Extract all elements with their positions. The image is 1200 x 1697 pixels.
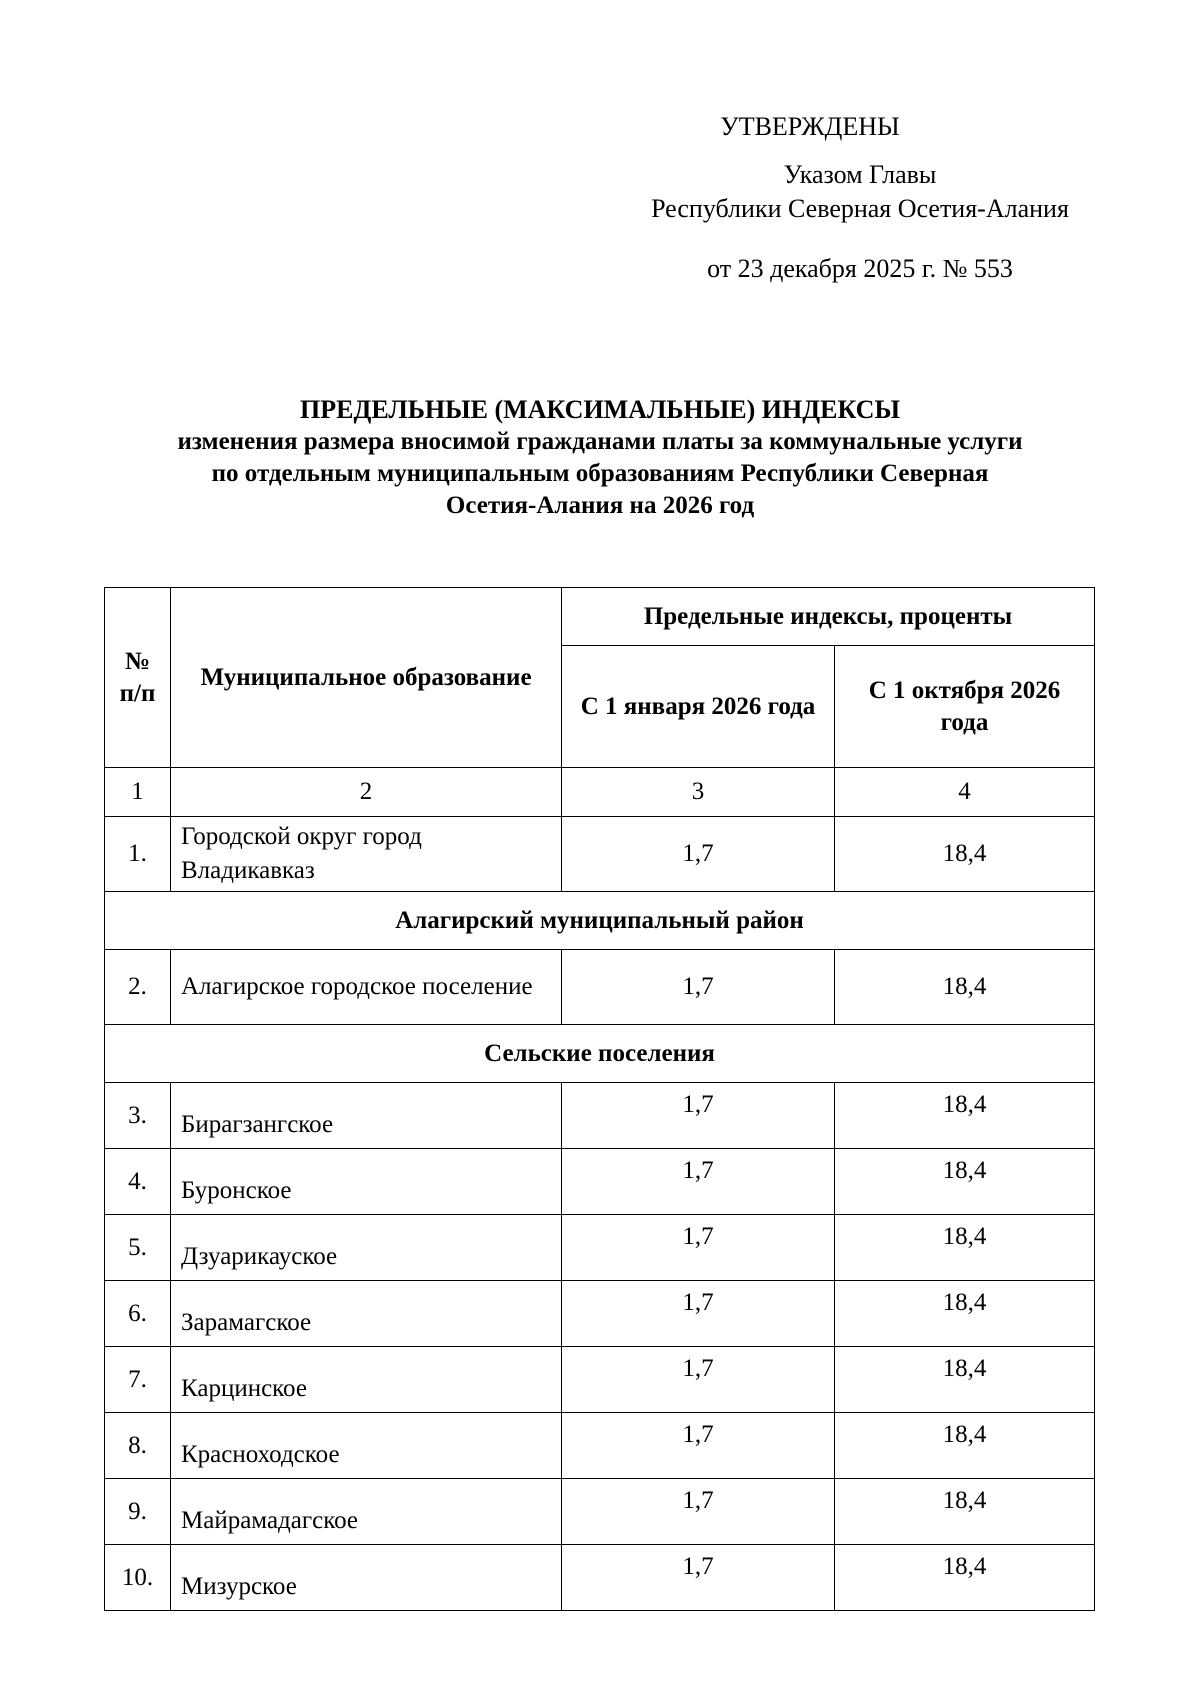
- row-number: 9.: [105, 1479, 171, 1545]
- table-row: [105, 1083, 1095, 1149]
- header-oct: С 1 октября 2026 года: [835, 646, 1095, 768]
- section-title: Алагирский муниципальный район: [105, 892, 1095, 950]
- row-number: 1.: [105, 817, 171, 892]
- header-municipality: Муниципальное образование: [171, 588, 562, 768]
- row-oct-value: 18,4: [835, 1545, 1095, 1611]
- row-municipality: Бирагзангское: [171, 1083, 562, 1149]
- column-number: 3: [562, 768, 835, 817]
- table-row: [105, 1413, 1095, 1479]
- section-row: [105, 892, 1095, 950]
- row-municipality: Городской округ город Владикавказ: [171, 817, 562, 892]
- row-municipality: Зарамагское: [171, 1281, 562, 1347]
- row-jan-value: 1,7: [562, 1479, 835, 1545]
- row-jan-value: 1,7: [562, 1545, 835, 1611]
- row-oct-value: 18,4: [835, 1347, 1095, 1413]
- table-row: [105, 1545, 1095, 1611]
- row-jan-value: 1,7: [562, 1413, 835, 1479]
- row-jan-value: 1,7: [562, 1083, 835, 1149]
- column-number: 1: [105, 768, 171, 817]
- row-jan-value: 1,7: [562, 1347, 835, 1413]
- row-number: 10.: [105, 1545, 171, 1611]
- title-line-2: изменения размера вносимой гражданами платы за коммунальные услуги: [177, 428, 1023, 455]
- row-municipality: Алагирское городское поселение: [171, 950, 562, 1025]
- row-jan-value: 1,7: [562, 950, 835, 1025]
- decree-date: от 23 декабря 2025 г. № 553: [707, 254, 1013, 283]
- header-jan: С 1 января 2026 года: [562, 646, 835, 768]
- row-jan-value: 1,7: [562, 817, 835, 892]
- header-indices: Предельные индексы, проценты: [562, 588, 1095, 646]
- table-row: [105, 1215, 1095, 1281]
- column-number: 2: [171, 768, 562, 817]
- row-municipality: Красноходское: [171, 1413, 562, 1479]
- row-number: 6.: [105, 1281, 171, 1347]
- decree-line-1: Указом Главы: [783, 160, 937, 189]
- row-number: 4.: [105, 1149, 171, 1215]
- row-oct-value: 18,4: [835, 1083, 1095, 1149]
- document-title: [100, 394, 1100, 522]
- title-line-3: по отдельным муниципальным образованиям Республики Северная: [211, 460, 989, 487]
- decree-reference: [620, 158, 1100, 226]
- row-municipality: Мизурское: [171, 1545, 562, 1611]
- title-line-1: ПРЕДЕЛЬНЫЕ (МАКСИМАЛЬНЫЕ) ИНДЕКСЫ: [300, 395, 900, 424]
- header-num: № п/п: [105, 588, 171, 768]
- row-oct-value: 18,4: [835, 1215, 1095, 1281]
- decree-line-2: Республики Северная Осетия-Алания: [651, 194, 1069, 223]
- row-oct-value: 18,4: [835, 1149, 1095, 1215]
- row-municipality: Буронское: [171, 1149, 562, 1215]
- row-number: 5.: [105, 1215, 171, 1281]
- row-oct-value: 18,4: [835, 1413, 1095, 1479]
- row-number: 2.: [105, 950, 171, 1025]
- row-municipality: Карцинское: [171, 1347, 562, 1413]
- row-jan-value: 1,7: [562, 1149, 835, 1215]
- table-row: [105, 1347, 1095, 1413]
- row-oct-value: 18,4: [835, 1479, 1095, 1545]
- row-oct-value: 18,4: [835, 1281, 1095, 1347]
- indices-table: [104, 587, 1095, 1611]
- row-number: 3.: [105, 1083, 171, 1149]
- row-oct-value: 18,4: [835, 950, 1095, 1025]
- row-municipality: Дзуарикауское: [171, 1215, 562, 1281]
- table-row: [105, 1281, 1095, 1347]
- row-number: 7.: [105, 1347, 171, 1413]
- row-municipality: Майрамадагское: [171, 1479, 562, 1545]
- row-jan-value: 1,7: [562, 1215, 835, 1281]
- section-row: [105, 1025, 1095, 1083]
- column-number: 4: [835, 768, 1095, 817]
- approved-label: УТВЕРЖДЕНЫ: [720, 112, 900, 141]
- table-row: [105, 817, 1095, 892]
- table-row: [105, 1479, 1095, 1545]
- table-row: [105, 950, 1095, 1025]
- row-number: 8.: [105, 1413, 171, 1479]
- table-row: [105, 1149, 1095, 1215]
- section-title: Сельские поселения: [105, 1025, 1095, 1083]
- table-header-row: [105, 588, 1095, 646]
- row-oct-value: 18,4: [835, 817, 1095, 892]
- column-number-row: [105, 768, 1095, 817]
- approval-block: [580, 110, 1100, 286]
- row-jan-value: 1,7: [562, 1281, 835, 1347]
- title-line-4: Осетия-Алания на 2026 год: [445, 492, 755, 519]
